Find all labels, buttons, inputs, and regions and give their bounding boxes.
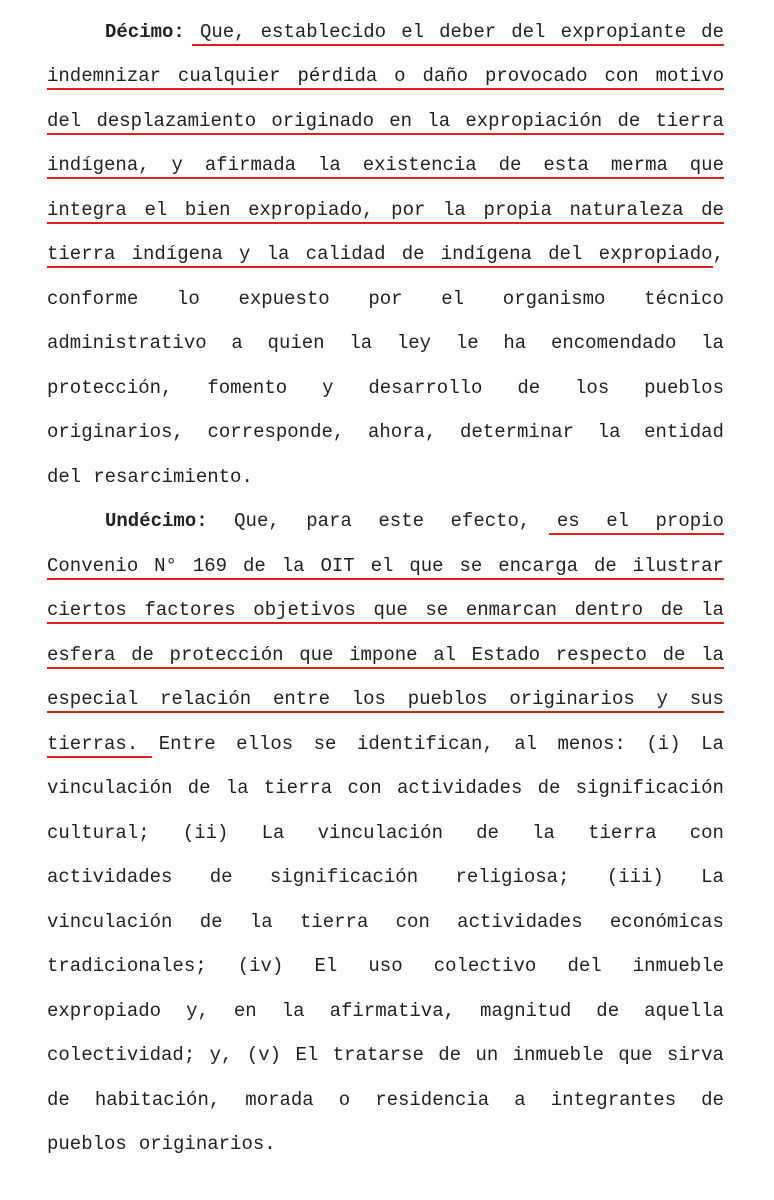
word: de — [701, 21, 724, 43]
word: existencia — [362, 154, 477, 176]
word: del — [47, 466, 82, 488]
word: expropiado — [47, 1000, 162, 1022]
word: la — [532, 822, 555, 844]
word: relación — [159, 688, 252, 710]
word: respecto — [555, 644, 647, 666]
text-line — [47, 108, 724, 134]
text-line — [47, 63, 724, 89]
word: pueblos — [644, 377, 724, 399]
word: organismo — [502, 288, 606, 310]
text-line — [47, 998, 724, 1024]
word: actividades — [47, 866, 173, 888]
text-line — [47, 597, 724, 623]
word: la — [225, 777, 249, 799]
word: de — [47, 1089, 70, 1111]
word: cultural; — [47, 822, 150, 844]
section-heading: Undécimo: — [105, 510, 208, 532]
word: menos: — [557, 733, 626, 755]
red-underline — [47, 622, 724, 624]
word: o — [394, 65, 406, 87]
word: inmueble — [512, 1044, 604, 1066]
text-line — [47, 642, 724, 668]
red-underline — [47, 578, 724, 580]
word: de — [662, 644, 686, 666]
word: significación — [575, 777, 724, 799]
word: identifican, — [356, 733, 494, 755]
word: le — [455, 332, 479, 354]
word: (ii) — [182, 822, 229, 844]
word: deber — [439, 21, 497, 43]
word: tierra — [263, 777, 333, 799]
word: expuesto — [238, 288, 330, 310]
word: (iii) — [606, 866, 664, 888]
word: integrantes — [550, 1089, 677, 1111]
word: habitación, — [94, 1089, 221, 1111]
word: 169 — [192, 555, 228, 577]
text-line — [105, 508, 724, 534]
word: el — [441, 288, 465, 310]
word: tierra — [299, 911, 369, 933]
word: pérdida — [297, 65, 378, 87]
word: indígena — [131, 243, 223, 265]
word: originarios, — [47, 421, 184, 443]
text-line — [47, 419, 724, 445]
word: originado — [271, 110, 374, 132]
word: uso — [368, 955, 403, 977]
word: La — [701, 733, 724, 755]
word: y — [239, 243, 251, 265]
text-line — [47, 553, 724, 579]
word: en — [233, 1000, 257, 1022]
word: de — [438, 1044, 462, 1066]
word: la — [701, 599, 724, 621]
word: la — [281, 1000, 305, 1022]
word: los — [351, 688, 386, 710]
word: La — [261, 822, 285, 844]
word: de — [537, 777, 561, 799]
word: y, — [209, 1044, 233, 1066]
text-line — [47, 1131, 724, 1157]
word: pueblos — [47, 1133, 127, 1155]
word: el — [401, 21, 424, 43]
word: actividades — [396, 777, 523, 799]
word: a — [231, 332, 243, 354]
word: para — [306, 510, 352, 532]
word: calidad — [305, 243, 386, 265]
word: con — [604, 65, 639, 87]
word: que — [409, 555, 444, 577]
word: provocado — [484, 65, 588, 87]
word: establecido — [260, 21, 387, 43]
section-heading: Décimo: — [105, 21, 185, 43]
word: encarga — [498, 555, 579, 577]
word: especial — [47, 688, 139, 710]
text-line — [47, 152, 724, 178]
word: que — [373, 599, 408, 621]
word: (v) — [246, 1044, 282, 1066]
word: de — [660, 599, 684, 621]
word: indígena, — [47, 154, 150, 176]
text-line — [47, 464, 724, 490]
word: y — [322, 377, 334, 399]
word: la — [349, 332, 373, 354]
word: La — [701, 866, 724, 888]
word: El — [314, 955, 338, 977]
word: a — [514, 1089, 526, 1111]
text-line — [47, 775, 724, 801]
word: de — [401, 243, 425, 265]
word: aquella — [644, 1000, 724, 1022]
word: afirmativa, — [329, 1000, 456, 1022]
word: N° — [154, 555, 177, 577]
word: desplazamiento — [96, 110, 257, 132]
word: en — [389, 110, 413, 132]
word: técnico — [644, 288, 724, 310]
word: administrativo — [47, 332, 207, 354]
word: determinar — [460, 421, 575, 443]
word: residencia — [375, 1089, 490, 1111]
word: por — [391, 199, 426, 221]
word: bien — [184, 199, 231, 221]
word: se — [425, 599, 449, 621]
word: ha — [503, 332, 527, 354]
word: dentro — [574, 599, 644, 621]
word: esfera — [47, 644, 116, 666]
word: la — [317, 154, 341, 176]
word: ahora, — [367, 421, 437, 443]
word: con — [347, 777, 382, 799]
word: entidad — [644, 421, 724, 443]
word: se — [459, 555, 483, 577]
word: sirva — [666, 1044, 724, 1066]
word: de — [593, 555, 617, 577]
word: del — [548, 243, 583, 265]
word: económicas — [609, 911, 724, 933]
word: el — [606, 510, 629, 532]
word: ciertos — [47, 599, 127, 621]
word: o — [338, 1089, 351, 1111]
text-line — [47, 330, 724, 356]
red-underline — [47, 222, 724, 224]
word: ellos — [236, 733, 294, 755]
word: tratarse — [332, 1044, 424, 1066]
word: Que, — [234, 510, 280, 532]
word: expropiación — [465, 110, 603, 132]
text-line — [47, 197, 724, 223]
word: lo — [176, 288, 200, 310]
word: integra — [47, 199, 127, 221]
word: Entre — [158, 733, 216, 755]
word: que — [299, 644, 334, 666]
word: inmueble — [632, 955, 724, 977]
word: se — [313, 733, 337, 755]
word: de — [209, 866, 233, 888]
word: la — [443, 199, 466, 221]
word: vinculación — [317, 822, 443, 844]
word: ley — [396, 332, 432, 354]
word: Convenio — [47, 555, 139, 577]
word: de — [617, 110, 641, 132]
red-underline — [549, 533, 724, 535]
word: de — [517, 377, 541, 399]
word: expropiado, — [598, 243, 724, 265]
word: Estado — [471, 644, 541, 666]
word: la — [266, 243, 290, 265]
text-line — [47, 820, 724, 846]
word: resarcimiento. — [93, 466, 253, 488]
word: de — [596, 1000, 620, 1022]
word: quien — [267, 332, 325, 354]
text-line — [47, 686, 724, 712]
word: el — [370, 555, 394, 577]
text-line — [47, 241, 724, 267]
word: originarios. — [138, 1133, 276, 1155]
text-line — [47, 1087, 724, 1113]
word: (iv) — [237, 955, 284, 977]
red-underline — [47, 266, 713, 268]
text-line — [47, 864, 724, 890]
word: religiosa; — [455, 866, 570, 888]
word: la — [597, 421, 621, 443]
word: colectividad; — [47, 1044, 196, 1066]
word: y — [656, 688, 668, 710]
red-underline — [47, 756, 152, 758]
word: con — [395, 911, 430, 933]
word: sus — [689, 688, 724, 710]
word: un — [475, 1044, 499, 1066]
word: significación — [269, 866, 419, 888]
text-line — [47, 909, 724, 935]
word: la — [701, 644, 724, 666]
word: la — [281, 555, 305, 577]
word: de — [701, 1089, 724, 1111]
word: actividades — [457, 911, 583, 933]
text-line — [47, 286, 724, 312]
word: es — [556, 510, 580, 532]
red-underline — [47, 177, 724, 179]
word: indemnizar — [47, 65, 162, 87]
word: factores — [144, 599, 236, 621]
word: indígena — [440, 243, 532, 265]
word: este — [378, 510, 424, 532]
word: desarrollo — [368, 377, 483, 399]
word: tierra — [47, 243, 116, 265]
red-underline — [47, 711, 724, 713]
word: enmarcan — [465, 599, 558, 621]
word: OIT — [320, 555, 355, 577]
word: que — [689, 154, 724, 176]
word: daño — [422, 65, 469, 87]
text-line — [47, 953, 724, 979]
text-line — [47, 1042, 724, 1068]
word: del — [511, 21, 546, 43]
word: de — [199, 911, 223, 933]
red-underline — [47, 88, 724, 90]
word: conforme — [47, 288, 139, 310]
word: tierra — [655, 110, 724, 132]
word: impone — [349, 644, 418, 666]
word: que — [618, 1044, 653, 1066]
text-line — [105, 19, 724, 45]
word: (i) — [646, 733, 681, 755]
word: de — [476, 822, 499, 844]
word: y — [171, 154, 183, 176]
word: expropiante — [560, 21, 686, 43]
word: y, — [186, 1000, 209, 1022]
red-underline — [47, 667, 724, 669]
word: la — [701, 332, 724, 354]
word: encomendado — [550, 332, 677, 354]
word: morada — [245, 1089, 314, 1111]
word: afirmada — [204, 154, 297, 176]
word: el — [144, 199, 168, 221]
word: de — [701, 199, 724, 221]
word: de — [243, 555, 266, 577]
word: protección — [169, 644, 284, 666]
word: expropiado, — [248, 199, 374, 221]
word: magnitud — [480, 1000, 572, 1022]
word: tradicionales; — [47, 955, 207, 977]
word: protección, — [47, 377, 173, 399]
text-line — [47, 375, 724, 401]
word: colectivo — [433, 955, 537, 977]
word: propio — [655, 510, 724, 532]
word: la — [249, 911, 273, 933]
word: pueblos — [407, 688, 488, 710]
word: al — [433, 644, 456, 666]
word: corresponde, — [207, 421, 345, 443]
word: la — [427, 110, 451, 132]
word: del — [567, 955, 602, 977]
word: tierra — [588, 822, 657, 844]
word: fomento — [207, 377, 288, 399]
word: cualquier — [177, 65, 281, 87]
word: ilustrar — [632, 555, 724, 577]
word: del — [47, 110, 82, 132]
word: tierras. — [47, 733, 139, 755]
word: entre — [272, 688, 330, 710]
word: propia — [483, 199, 552, 221]
red-underline — [192, 44, 724, 46]
word: El — [295, 1044, 319, 1066]
word: originarios — [509, 688, 635, 710]
word: de — [131, 644, 154, 666]
red-underline — [47, 133, 724, 135]
word: por — [368, 288, 403, 310]
word: Que, — [199, 21, 246, 43]
word: objetivos — [253, 599, 356, 621]
word: esta — [543, 154, 589, 176]
word: de — [187, 777, 211, 799]
word: vinculación — [47, 911, 173, 933]
word: al — [514, 733, 538, 755]
word: con — [689, 822, 724, 844]
text-line — [47, 731, 724, 757]
word: motivo — [655, 65, 724, 87]
word: los — [575, 377, 610, 399]
word: naturaleza — [569, 199, 684, 221]
word: vinculación — [47, 777, 173, 799]
word: efecto, — [450, 510, 531, 532]
word: merma — [610, 154, 668, 176]
word: de — [498, 154, 522, 176]
